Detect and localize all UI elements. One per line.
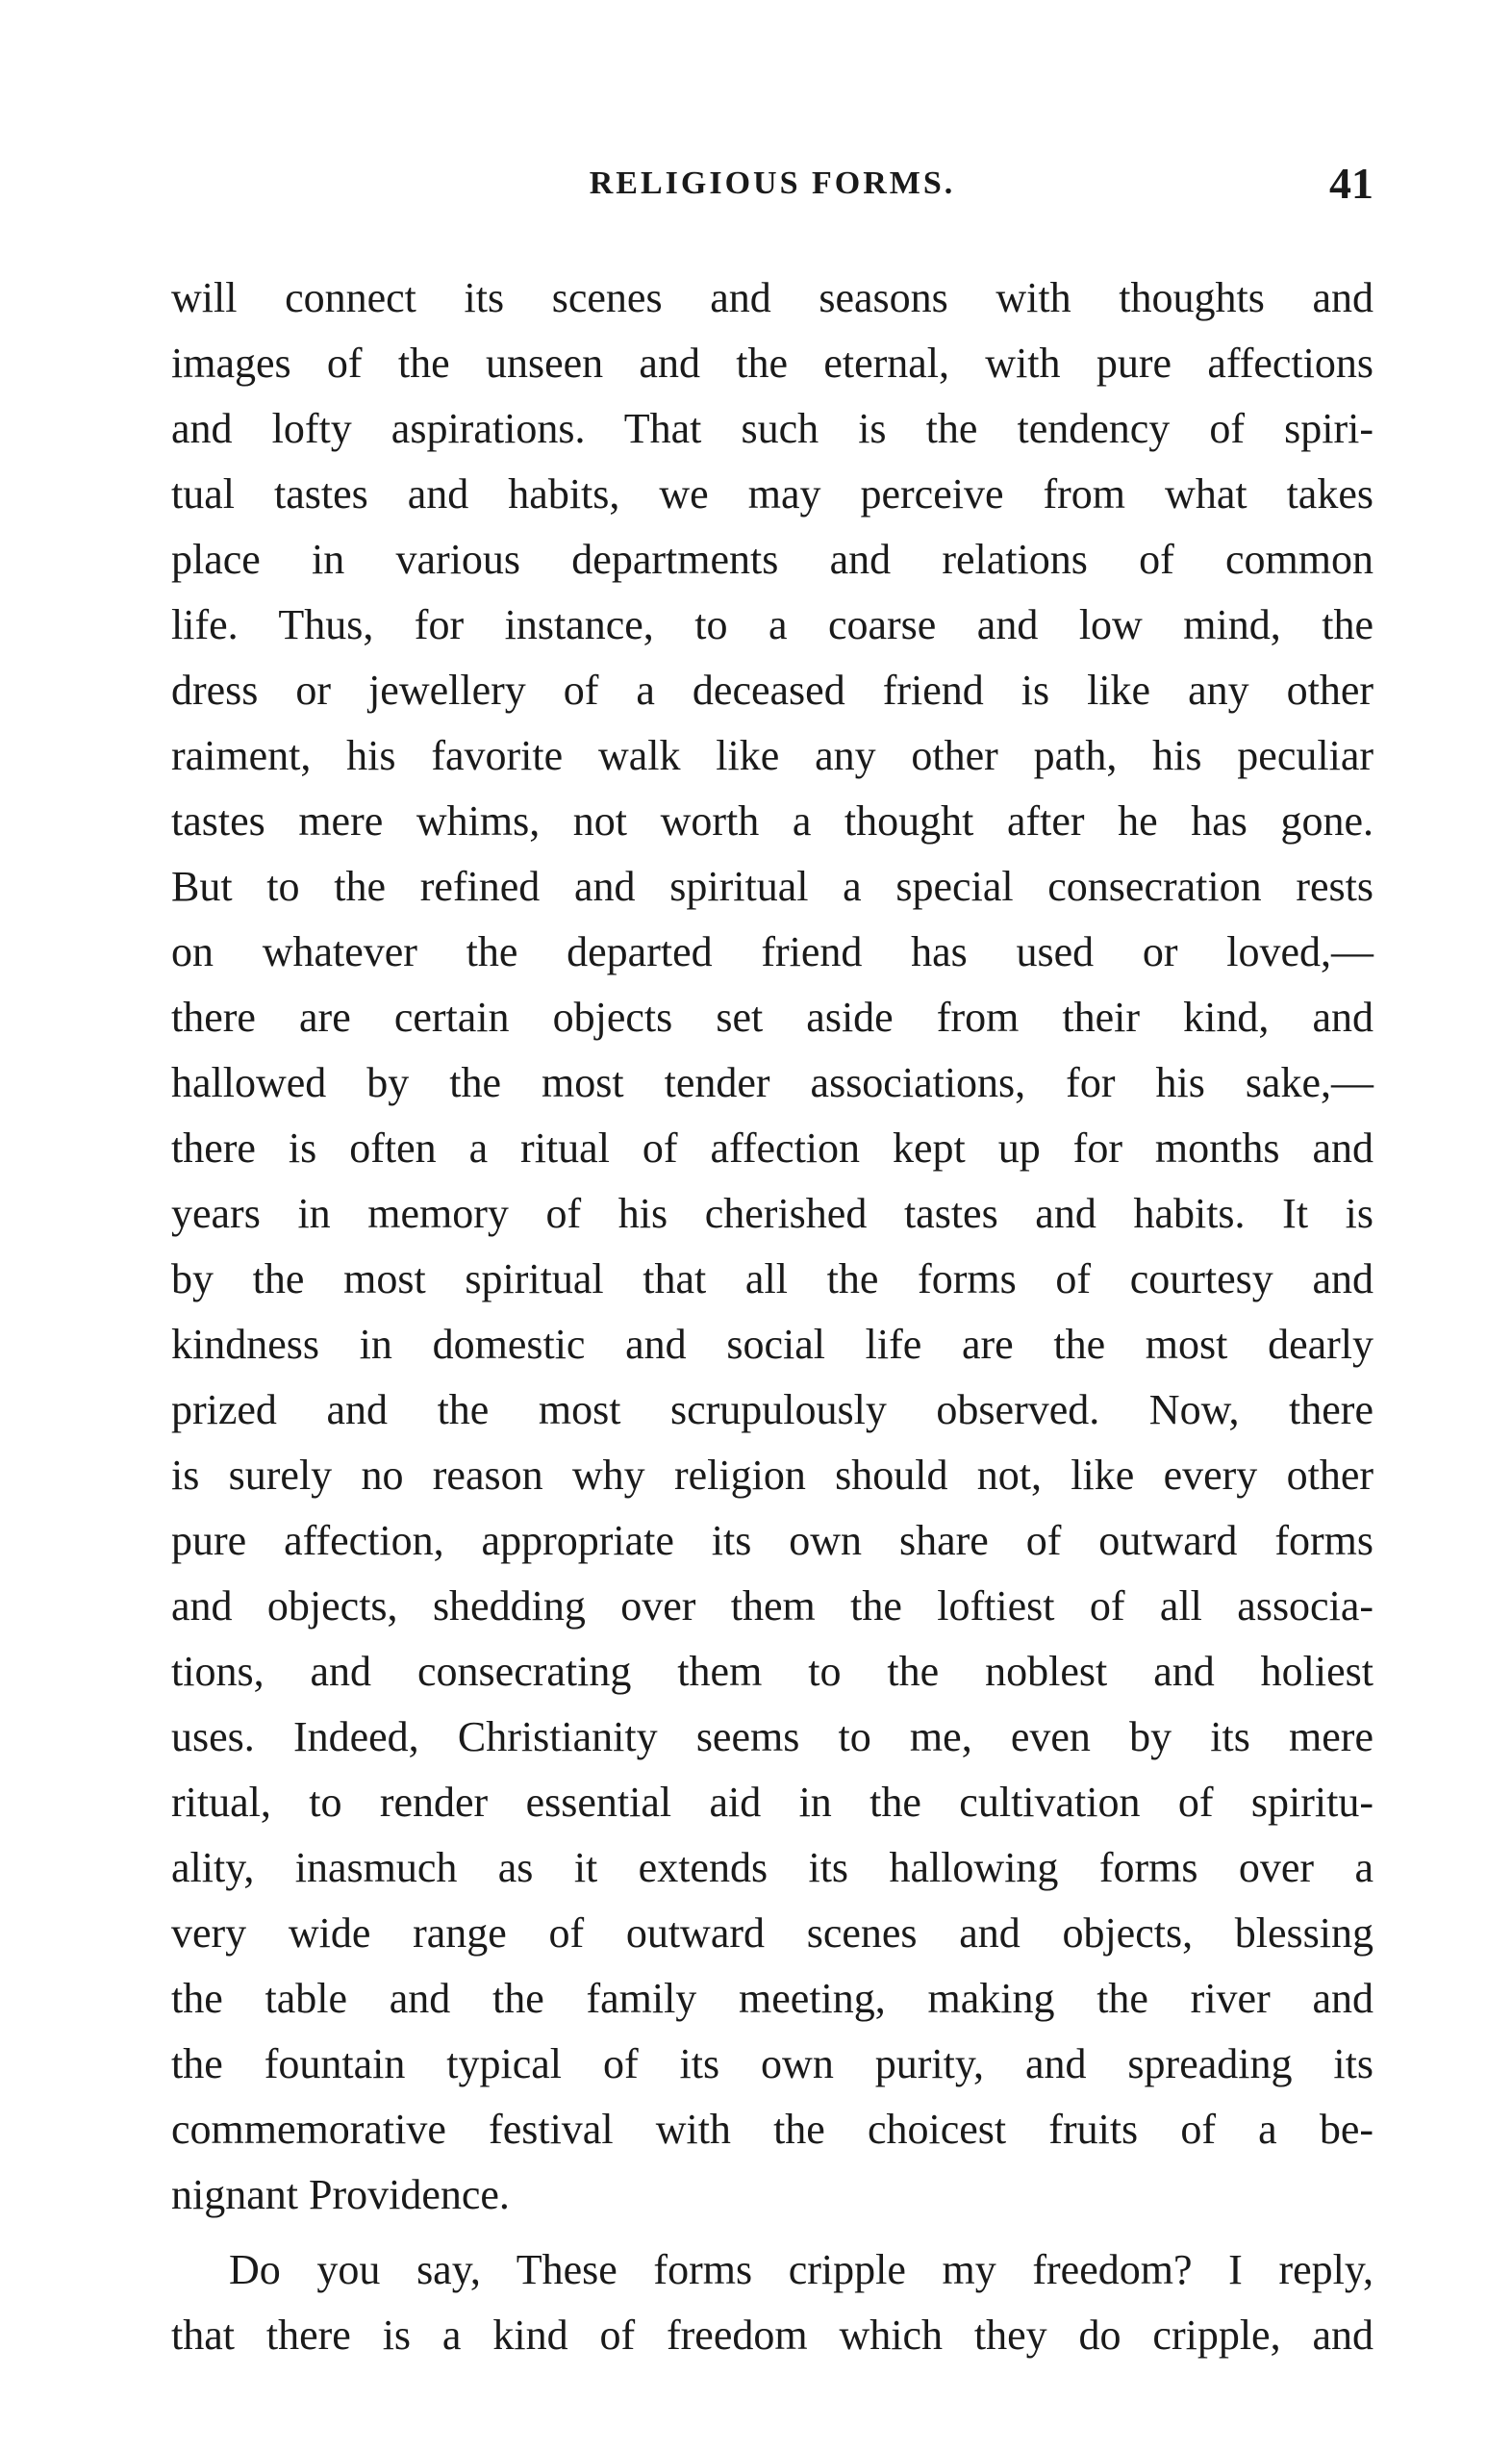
paragraph-gap: [171, 2228, 1373, 2237]
text-line: there is often a ritual of affection kept up for months and: [171, 1124, 1373, 1172]
body-text: [171, 265, 1373, 2368]
text-line: uses. Indeed, Christianity seems to me, even by its mere: [171, 1713, 1373, 1760]
text-line: ritual, to render essential aid in the cultivation of spiritu-: [171, 1779, 1373, 1826]
text-line: is surely no reason why religion should not, like every other: [171, 1452, 1373, 1499]
text-line: images of the unseen and the eternal, with pure affections: [171, 340, 1373, 387]
text-line: dress or jewellery of a deceased friend is like any other: [171, 667, 1373, 714]
text-line: tual tastes and habits, we may perceive from what takes: [171, 470, 1373, 518]
text-line: kindness in domestic and social life are the most dearly: [171, 1321, 1373, 1368]
text-line: very wide range of outward scenes and objects, blessing: [171, 1909, 1373, 1957]
text-line: raiment, his favorite walk like any other path, his peculiar: [171, 732, 1373, 779]
text-line: hallowed by the most tender associations, for his sake,—: [171, 1059, 1373, 1106]
text-line: on whatever the departed friend has used or loved,—: [171, 928, 1373, 975]
text-line: the table and the family meeting, making the river and: [171, 1975, 1373, 2022]
text-line: life. Thus, for instance, to a coarse and low mind, the: [171, 601, 1373, 648]
text-line: commemorative festival with the choicest fruits of a be-: [171, 2106, 1373, 2153]
text-line: years in memory of his cherished tastes and habits. It is: [171, 1190, 1373, 1237]
text-line: that there is a kind of freedom which they do cripple, and: [171, 2312, 1373, 2359]
text-line: and objects, shedding over them the loftiest of all associa-: [171, 1582, 1373, 1630]
text-line: ality, inasmuch as it extends its hallowing forms over a: [171, 1844, 1373, 1891]
text-line: will connect its scenes and seasons with thoughts and: [171, 274, 1373, 321]
text-line: prized and the most scrupulously observed. Now, there: [171, 1386, 1373, 1433]
text-line: tions, and consecrating them to the noblest and holiest: [171, 1648, 1373, 1695]
text-line: pure affection, appropriate its own share of outward forms: [171, 1517, 1373, 1564]
text-line: tastes mere whims, not worth a thought after he has gone.: [171, 797, 1373, 845]
text-line: Do you say, These forms cripple my freedom? I reply,: [229, 2246, 1373, 2293]
text-line: But to the refined and spiritual a special consecration rests: [171, 863, 1373, 910]
text-line: by the most spiritual that all the forms of courtesy and: [171, 1255, 1373, 1302]
text-line: place in various departments and relations of common: [171, 536, 1373, 583]
paragraph: [171, 265, 1373, 2228]
text-line: and lofty aspirations. That such is the tendency of spiri-: [171, 405, 1373, 452]
paragraph: [171, 2237, 1373, 2368]
text-line: nignant Providence.: [171, 2171, 510, 2218]
running-title: RELIGIOUS FORMS.: [589, 165, 956, 201]
text-line: the fountain typical of its own purity, and spreading its: [171, 2040, 1373, 2087]
page-number: 41: [1329, 159, 1373, 208]
text-line: there are certain objects set aside from their kind, and: [171, 994, 1373, 1041]
running-head: [171, 159, 1373, 214]
